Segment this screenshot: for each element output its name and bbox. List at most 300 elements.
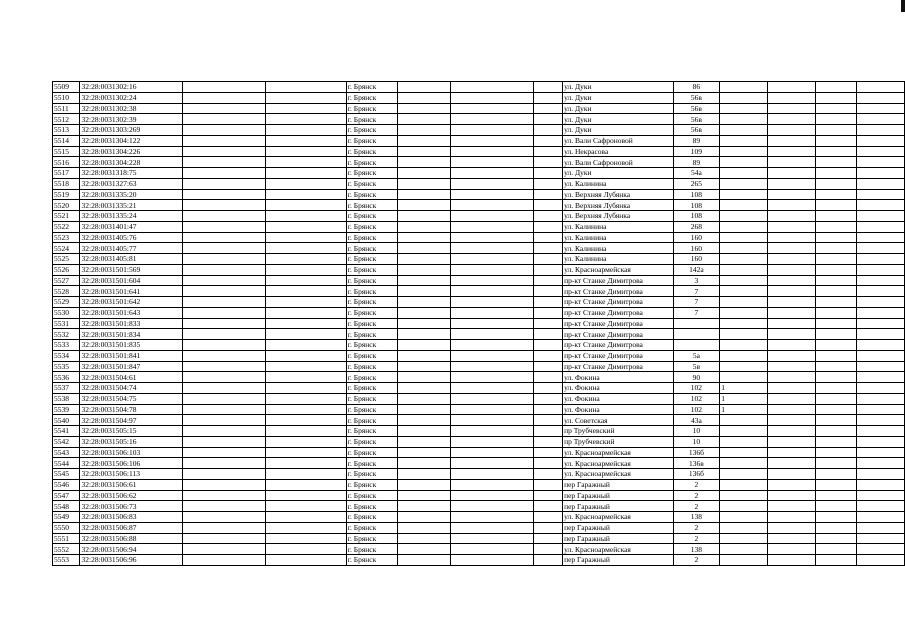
table-row: [53, 146, 905, 157]
city-cell: г. Брянск: [346, 512, 397, 523]
building-cell: [720, 415, 768, 426]
cadastral-number-cell: 32:28:0031506:83: [80, 512, 183, 523]
row-number-cell: 5534: [53, 350, 80, 361]
empty-cell: [815, 200, 856, 211]
empty-cell: [768, 350, 816, 361]
cadastral-number-cell: 32:28:0031501:834: [80, 329, 183, 340]
street-cell: пр Трубчевский: [563, 426, 674, 437]
row-number-cell: 5532: [53, 329, 80, 340]
empty-cell: [857, 447, 905, 458]
street-cell: ул. Красноармейская: [563, 458, 674, 469]
empty-cell: [534, 157, 563, 168]
street-cell: ул. Калинина: [563, 254, 674, 265]
empty-cell: [857, 458, 905, 469]
empty-cell: [534, 254, 563, 265]
empty-cell: [815, 522, 856, 533]
empty-cell: [768, 415, 816, 426]
empty-cell: [183, 318, 265, 329]
empty-cell: [183, 555, 265, 566]
table-row: [53, 479, 905, 490]
street-cell: ул. Вали Сафроновой: [563, 157, 674, 168]
empty-cell: [397, 189, 451, 200]
house-number-cell: 56в: [673, 125, 720, 136]
building-cell: 1: [720, 383, 768, 394]
city-cell: г. Брянск: [346, 436, 397, 447]
empty-cell: [815, 157, 856, 168]
empty-cell: [397, 329, 451, 340]
city-cell: г. Брянск: [346, 92, 397, 103]
city-cell: г. Брянск: [346, 286, 397, 297]
empty-cell: [768, 361, 816, 372]
empty-cell: [265, 383, 346, 394]
table-row: [53, 275, 905, 286]
empty-cell: [857, 264, 905, 275]
street-cell: ул. Калинина: [563, 232, 674, 243]
cadastral-number-cell: 32:28:0031304:228: [80, 157, 183, 168]
empty-cell: [768, 254, 816, 265]
cadastral-number-cell: 32:28:0031501:847: [80, 361, 183, 372]
empty-cell: [265, 340, 346, 351]
empty-cell: [534, 469, 563, 480]
empty-cell: [183, 307, 265, 318]
cadastral-number-cell: 32:28:0031504:78: [80, 404, 183, 415]
empty-cell: [534, 221, 563, 232]
street-cell: пр-кт Станке Димитрова: [563, 286, 674, 297]
building-cell: [720, 490, 768, 501]
row-number-cell: 5517: [53, 168, 80, 179]
cadastral-number-cell: 32:28:0031303:269: [80, 125, 183, 136]
empty-cell: [534, 275, 563, 286]
building-cell: [720, 544, 768, 555]
empty-cell: [857, 275, 905, 286]
empty-cell: [815, 243, 856, 254]
row-number-cell: 5525: [53, 254, 80, 265]
house-number-cell: 3: [673, 275, 720, 286]
building-cell: [720, 458, 768, 469]
city-cell: г. Брянск: [346, 275, 397, 286]
empty-cell: [857, 512, 905, 523]
empty-cell: [397, 501, 451, 512]
cadastral-number-cell: 32:28:0031302:24: [80, 92, 183, 103]
empty-cell: [451, 297, 534, 308]
row-number-cell: 5544: [53, 458, 80, 469]
street-cell: пр-кт Станке Димитрова: [563, 350, 674, 361]
house-number-cell: 160: [673, 254, 720, 265]
city-cell: г. Брянск: [346, 211, 397, 222]
empty-cell: [183, 479, 265, 490]
city-cell: г. Брянск: [346, 297, 397, 308]
page-edge-mark: [901, 0, 905, 12]
empty-cell: [183, 264, 265, 275]
table-row: [53, 243, 905, 254]
cadastral-number-cell: 32:28:0031405:77: [80, 243, 183, 254]
house-number-cell: 43а: [673, 415, 720, 426]
row-number-cell: 5551: [53, 533, 80, 544]
empty-cell: [265, 146, 346, 157]
empty-cell: [451, 501, 534, 512]
house-number-cell: 108: [673, 189, 720, 200]
empty-cell: [265, 490, 346, 501]
building-cell: [720, 157, 768, 168]
house-number-cell: 2: [673, 490, 720, 501]
street-cell: ул. Верхняя Лубянка: [563, 200, 674, 211]
house-number-cell: 136б: [673, 447, 720, 458]
empty-cell: [183, 522, 265, 533]
empty-cell: [397, 125, 451, 136]
house-number-cell: 136в: [673, 458, 720, 469]
empty-cell: [397, 135, 451, 146]
empty-cell: [451, 178, 534, 189]
empty-cell: [534, 393, 563, 404]
cadastral-number-cell: 32:28:0031335:21: [80, 200, 183, 211]
empty-cell: [183, 232, 265, 243]
empty-cell: [183, 243, 265, 254]
empty-cell: [183, 168, 265, 179]
empty-cell: [768, 157, 816, 168]
table-row: [53, 157, 905, 168]
empty-cell: [183, 361, 265, 372]
city-cell: г. Брянск: [346, 146, 397, 157]
street-cell: пер Гаражный: [563, 522, 674, 533]
empty-cell: [534, 404, 563, 415]
city-cell: г. Брянск: [346, 479, 397, 490]
street-cell: ул. Дуки: [563, 125, 674, 136]
cadastral-number-cell: 32:28:0031501:643: [80, 307, 183, 318]
table-row: [53, 469, 905, 480]
empty-cell: [534, 125, 563, 136]
empty-cell: [183, 135, 265, 146]
house-number-cell: [673, 329, 720, 340]
empty-cell: [768, 243, 816, 254]
empty-cell: [183, 393, 265, 404]
empty-cell: [857, 544, 905, 555]
cadastral-number-cell: 32:28:0031505:16: [80, 436, 183, 447]
empty-cell: [857, 426, 905, 437]
empty-cell: [534, 426, 563, 437]
house-number-cell: 2: [673, 533, 720, 544]
empty-cell: [768, 307, 816, 318]
row-number-cell: 5540: [53, 415, 80, 426]
street-cell: ул. Дуки: [563, 103, 674, 114]
row-number-cell: 5553: [53, 555, 80, 566]
row-number-cell: 5513: [53, 125, 80, 136]
empty-cell: [534, 340, 563, 351]
empty-cell: [397, 211, 451, 222]
empty-cell: [534, 490, 563, 501]
empty-cell: [265, 275, 346, 286]
city-cell: г. Брянск: [346, 501, 397, 512]
row-number-cell: 5522: [53, 221, 80, 232]
empty-cell: [397, 307, 451, 318]
empty-cell: [451, 361, 534, 372]
empty-cell: [768, 297, 816, 308]
building-cell: [720, 307, 768, 318]
house-number-cell: 160: [673, 243, 720, 254]
table-row: [53, 189, 905, 200]
empty-cell: [451, 404, 534, 415]
empty-cell: [534, 243, 563, 254]
empty-cell: [815, 426, 856, 437]
row-number-cell: 5538: [53, 393, 80, 404]
house-number-cell: 7: [673, 297, 720, 308]
street-cell: пр-кт Станке Димитрова: [563, 329, 674, 340]
city-cell: г. Брянск: [346, 189, 397, 200]
city-cell: г. Брянск: [346, 307, 397, 318]
empty-cell: [183, 82, 265, 93]
empty-cell: [534, 350, 563, 361]
empty-cell: [451, 125, 534, 136]
cadastral-number-cell: 32:28:0031302:38: [80, 103, 183, 114]
empty-cell: [768, 533, 816, 544]
city-cell: г. Брянск: [346, 533, 397, 544]
cadastral-number-cell: 32:28:0031506:113: [80, 469, 183, 480]
empty-cell: [534, 501, 563, 512]
building-cell: [720, 512, 768, 523]
building-cell: 1: [720, 404, 768, 415]
empty-cell: [183, 436, 265, 447]
empty-cell: [815, 189, 856, 200]
empty-cell: [815, 221, 856, 232]
empty-cell: [857, 178, 905, 189]
house-number-cell: 2: [673, 522, 720, 533]
city-cell: г. Брянск: [346, 125, 397, 136]
cadastral-number-cell: 32:28:0031335:20: [80, 189, 183, 200]
house-number-cell: 265: [673, 178, 720, 189]
empty-cell: [265, 189, 346, 200]
empty-cell: [857, 307, 905, 318]
empty-cell: [183, 200, 265, 211]
table-row: [53, 318, 905, 329]
cadastral-number-cell: 32:28:0031506:88: [80, 533, 183, 544]
street-cell: ул. Красноармейская: [563, 512, 674, 523]
empty-cell: [534, 415, 563, 426]
empty-cell: [265, 555, 346, 566]
cadastral-number-cell: 32:28:0031506:106: [80, 458, 183, 469]
house-number-cell: 56в: [673, 92, 720, 103]
city-cell: г. Брянск: [346, 372, 397, 383]
house-number-cell: 56в: [673, 114, 720, 125]
empty-cell: [451, 447, 534, 458]
row-number-cell: 5537: [53, 383, 80, 394]
empty-cell: [534, 286, 563, 297]
building-cell: [720, 286, 768, 297]
house-number-cell: 138: [673, 544, 720, 555]
table-row: [53, 254, 905, 265]
street-cell: пр-кт Станке Димитрова: [563, 318, 674, 329]
empty-cell: [265, 286, 346, 297]
empty-cell: [451, 189, 534, 200]
empty-cell: [451, 469, 534, 480]
street-cell: ул. Некрасова: [563, 146, 674, 157]
empty-cell: [451, 114, 534, 125]
empty-cell: [815, 286, 856, 297]
empty-cell: [768, 340, 816, 351]
building-cell: [720, 92, 768, 103]
empty-cell: [534, 458, 563, 469]
row-number-cell: 5511: [53, 103, 80, 114]
empty-cell: [397, 221, 451, 232]
cadastral-number-cell: 32:28:0031501:642: [80, 297, 183, 308]
empty-cell: [857, 479, 905, 490]
empty-cell: [768, 264, 816, 275]
empty-cell: [857, 114, 905, 125]
empty-cell: [265, 458, 346, 469]
empty-cell: [397, 533, 451, 544]
empty-cell: [857, 372, 905, 383]
street-cell: ул. Красноармейская: [563, 447, 674, 458]
city-cell: г. Брянск: [346, 318, 397, 329]
table-row: [53, 436, 905, 447]
empty-cell: [265, 264, 346, 275]
empty-cell: [768, 221, 816, 232]
street-cell: ул. Калинина: [563, 221, 674, 232]
empty-cell: [397, 157, 451, 168]
empty-cell: [183, 447, 265, 458]
house-number-cell: [673, 318, 720, 329]
empty-cell: [265, 103, 346, 114]
empty-cell: [183, 512, 265, 523]
empty-cell: [265, 361, 346, 372]
empty-cell: [534, 114, 563, 125]
empty-cell: [183, 92, 265, 103]
house-number-cell: 108: [673, 200, 720, 211]
empty-cell: [451, 243, 534, 254]
table-row: [53, 372, 905, 383]
building-cell: [720, 350, 768, 361]
row-number-cell: 5512: [53, 114, 80, 125]
empty-cell: [815, 211, 856, 222]
empty-cell: [451, 92, 534, 103]
empty-cell: [451, 275, 534, 286]
empty-cell: [857, 361, 905, 372]
empty-cell: [857, 135, 905, 146]
building-cell: [720, 232, 768, 243]
street-cell: ул. Дуки: [563, 82, 674, 93]
empty-cell: [857, 329, 905, 340]
empty-cell: [815, 135, 856, 146]
house-number-cell: 138: [673, 512, 720, 523]
empty-cell: [183, 404, 265, 415]
empty-cell: [265, 168, 346, 179]
city-cell: г. Брянск: [346, 264, 397, 275]
empty-cell: [183, 340, 265, 351]
empty-cell: [815, 340, 856, 351]
empty-cell: [397, 103, 451, 114]
empty-cell: [397, 200, 451, 211]
empty-cell: [534, 361, 563, 372]
empty-cell: [857, 286, 905, 297]
empty-cell: [857, 436, 905, 447]
house-number-cell: 5а: [673, 350, 720, 361]
empty-cell: [768, 275, 816, 286]
empty-cell: [815, 114, 856, 125]
empty-cell: [768, 189, 816, 200]
city-cell: г. Брянск: [346, 522, 397, 533]
building-cell: [720, 254, 768, 265]
empty-cell: [534, 479, 563, 490]
city-cell: г. Брянск: [346, 544, 397, 555]
empty-cell: [857, 189, 905, 200]
table-row: [53, 350, 905, 361]
empty-cell: [768, 436, 816, 447]
cadastral-number-cell: 32:28:0031304:122: [80, 135, 183, 146]
house-number-cell: 102: [673, 404, 720, 415]
row-number-cell: 5528: [53, 286, 80, 297]
empty-cell: [534, 533, 563, 544]
city-cell: г. Брянск: [346, 221, 397, 232]
empty-cell: [265, 135, 346, 146]
street-cell: пр-кт Станке Димитрова: [563, 361, 674, 372]
street-cell: пр-кт Станке Димитрова: [563, 307, 674, 318]
empty-cell: [451, 329, 534, 340]
building-cell: [720, 340, 768, 351]
row-number-cell: 5515: [53, 146, 80, 157]
street-cell: пер Гаражный: [563, 490, 674, 501]
empty-cell: [768, 383, 816, 394]
empty-cell: [183, 490, 265, 501]
empty-cell: [768, 501, 816, 512]
table-row: [53, 522, 905, 533]
table-row: [53, 307, 905, 318]
house-number-cell: 5в: [673, 361, 720, 372]
building-cell: [720, 479, 768, 490]
empty-cell: [815, 415, 856, 426]
table-row: [53, 211, 905, 222]
empty-cell: [397, 415, 451, 426]
building-cell: [720, 361, 768, 372]
empty-cell: [451, 393, 534, 404]
empty-cell: [768, 286, 816, 297]
building-cell: [720, 447, 768, 458]
empty-cell: [397, 512, 451, 523]
empty-cell: [451, 135, 534, 146]
cadastral-number-cell: 32:28:0031504:61: [80, 372, 183, 383]
empty-cell: [857, 501, 905, 512]
house-number-cell: 2: [673, 501, 720, 512]
row-number-cell: 5526: [53, 264, 80, 275]
empty-cell: [815, 544, 856, 555]
table-row: [53, 447, 905, 458]
empty-cell: [183, 254, 265, 265]
empty-cell: [397, 82, 451, 93]
table-row: [53, 168, 905, 179]
empty-cell: [815, 490, 856, 501]
empty-cell: [768, 103, 816, 114]
building-cell: [720, 221, 768, 232]
cadastral-number-cell: 32:28:0031401:47: [80, 221, 183, 232]
city-cell: г. Брянск: [346, 490, 397, 501]
empty-cell: [397, 522, 451, 533]
building-cell: [720, 125, 768, 136]
street-cell: пр-кт Станке Димитрова: [563, 340, 674, 351]
empty-cell: [183, 146, 265, 157]
empty-cell: [815, 82, 856, 93]
table-row: [53, 286, 905, 297]
table-row: [53, 544, 905, 555]
building-cell: [720, 264, 768, 275]
empty-cell: [397, 340, 451, 351]
street-cell: пр-кт Станке Димитрова: [563, 297, 674, 308]
empty-cell: [451, 168, 534, 179]
city-cell: г. Брянск: [346, 426, 397, 437]
empty-cell: [857, 533, 905, 544]
empty-cell: [815, 168, 856, 179]
empty-cell: [857, 393, 905, 404]
house-number-cell: 86: [673, 82, 720, 93]
row-number-cell: 5509: [53, 82, 80, 93]
empty-cell: [815, 512, 856, 523]
city-cell: г. Брянск: [346, 555, 397, 566]
